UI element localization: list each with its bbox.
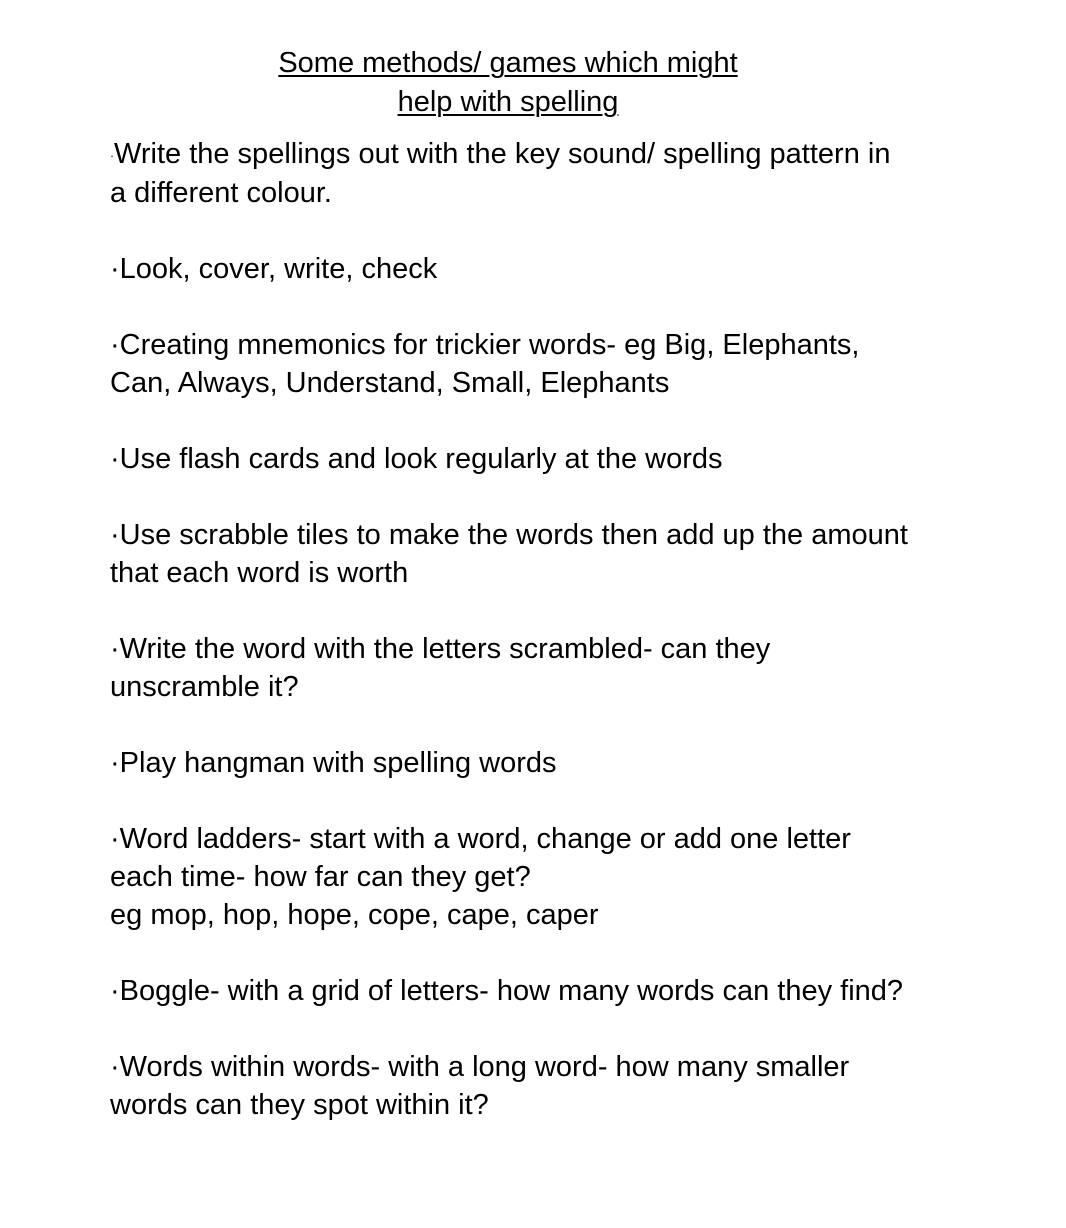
item-line: Play hangman with spelling words [119,747,557,780]
list-item [110,972,1010,1010]
list-item [110,820,1010,934]
item-line: Creating mnemonics for trickier words- eg Big, Elephants, [119,329,860,362]
methods-list [110,135,1010,1162]
list-item [110,516,1010,592]
item-line: Word ladders- start with a word, change or add one letter [119,823,851,856]
item-line: eg mop, hop, hope, cope, cape, caper [110,899,599,932]
list-item [110,630,1010,706]
item-line: Boggle- with a grid of letters- how many words can they find? [119,975,904,1008]
item-line: Write the word with the letters scrambled- can they [119,633,771,666]
bullet-icon: · [110,519,120,552]
item-line: a different colour. [110,177,332,210]
bullet-icon: · [110,975,120,1008]
list-item [110,135,1010,212]
bullet-icon: · [110,633,120,666]
list-item [110,744,1010,782]
title-line-1: Some methods/ games which might [278,47,738,79]
bullet-icon: · [110,329,120,362]
bullet-icon: · [110,443,120,476]
list-item [110,440,1010,478]
item-line: Use flash cards and look regularly at the words [119,443,723,476]
bullet-icon: · [110,1051,120,1084]
item-line: Use scrabble tiles to make the words then add up the amount [119,519,908,552]
item-line: Write the spellings out with the key sound/ spelling pattern in [114,138,891,170]
title-line-2: help with spelling [397,86,619,118]
bullet-icon: · [110,253,120,286]
bullet-icon: · [110,148,114,163]
item-line: Words within words- with a long word- how many smaller [119,1051,850,1084]
item-line: each time- how far can they get? [110,861,531,894]
list-item [110,250,1010,288]
list-item [110,326,1010,402]
bullet-icon: · [110,747,120,780]
document-title [180,44,836,122]
item-line: that each word is worth [110,557,409,590]
list-item [110,1048,1010,1124]
item-line: Look, cover, write, check [119,253,438,286]
item-line: unscramble it? [110,671,299,704]
item-line: Can, Always, Understand, Small, Elephants [110,367,670,400]
bullet-icon: · [110,823,120,856]
item-line: words can they spot within it? [110,1089,489,1122]
